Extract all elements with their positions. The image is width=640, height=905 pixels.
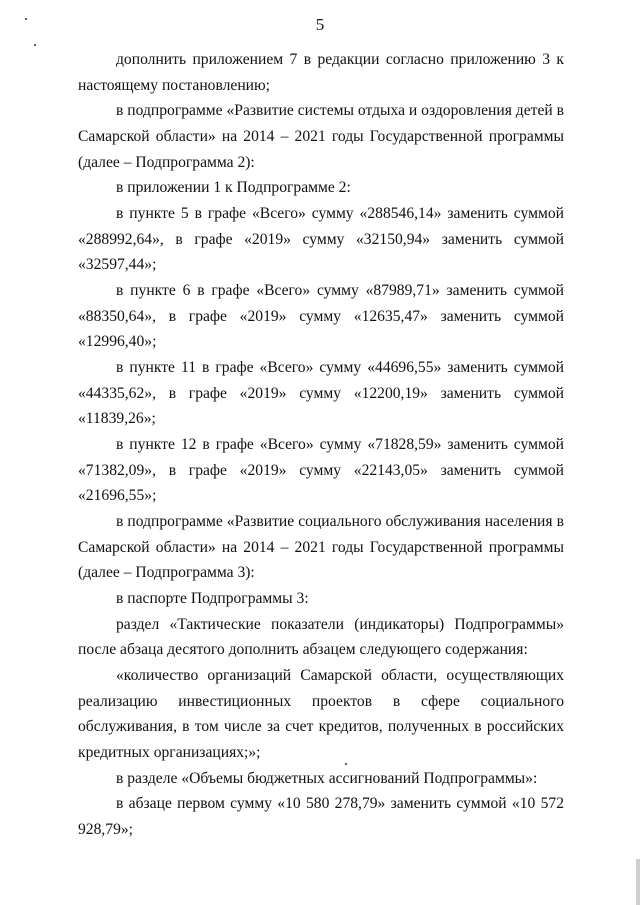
page-number: 5 [315, 15, 325, 34]
paragraph-appendix-7: дополнить приложением 7 в редакции согласно приложению 3 к настоящему постановлению; [78, 51, 564, 94]
paragraph-quoted-indicator: «количество организаций Самарской области, осуществляющих реализацию инвестиционных проектов в сфере социального обслуживания, в том числе за счет кредитов, полученных в российских кредитных организациях;»; [78, 667, 564, 761]
paragraph-tactical-indicators: раздел «Тактические показатели (индикаторы) Подпрограммы» после абзаца десятого дополнить абзацем следующего содержания: [78, 615, 564, 659]
paragraph-item-12: в пункте 12 в графе «Всего» сумму «71828,59» заменить суммой «71382,09», в графе «2019» сумму «22143,05» заменить суммой «21696,55»; [78, 436, 564, 505]
scan-speck [34, 44, 36, 46]
paragraph-item-11: в пункте 11 в графе «Всего» сумму «44696,55» заменить суммой «44335,62», в графе «2019» сумму «12200,19» заменить суммой «11839,26»; [78, 359, 564, 428]
paragraph-item-5: в пункте 5 в графе «Всего» сумму «288546,14» заменить суммой «288992,64», в графе «2019» сумму «32150,94» заменить суммой «32597,44»; [78, 205, 564, 274]
paragraph-subprogram-3-intro: в подпрограмме «Развитие социального обслуживания населения в Самарской области» на 2014 – 2021 годы Государственной программы (далее – Подпрограмма 3): [78, 513, 564, 582]
paragraph-subprogram-2-intro: в подпрограмме «Развитие системы отдыха и оздоровления детей в Самарской области» на 2014 – 2021 годы Государственной программы (далее – Подпрограмма 2): [78, 102, 564, 171]
document-body [78, 47, 564, 843]
scan-edge-mark [636, 859, 640, 905]
paragraph-budget-section: в разделе «Объемы бюджетных ассигнований Подпрограммы»: [116, 769, 538, 787]
paragraph-item-6: в пункте 6 в графе «Всего» сумму «87989,71» заменить суммой «88350,64», в графе «2019» сумму «12635,47» заменить суммой «12996,40»; [78, 282, 564, 351]
scan-speck [345, 763, 347, 765]
scan-speck [25, 18, 27, 20]
paragraph-first-abzac-sum: в абзаце первом сумму «10 580 278,79» заменить суммой «10 572 928,79»; [78, 795, 564, 839]
paragraph-subprogram-2-appendix-1: в приложении 1 к Подпрограмме 2: [116, 179, 351, 197]
paragraph-subprogram-3-passport: в паспорте Подпрограммы 3: [116, 589, 309, 607]
